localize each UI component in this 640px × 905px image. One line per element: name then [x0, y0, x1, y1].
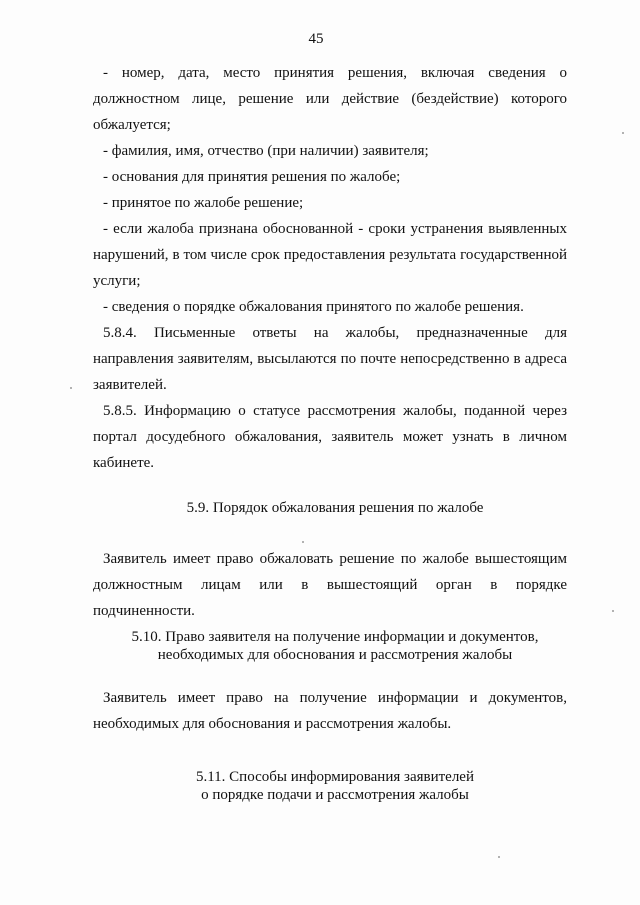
clause-5-8-5: 5.8.5. Информацию о статусе рассмотрения жалобы, поданной через портал досудебного обжалования, заявитель может узнать в личном кабинете. [93, 403, 567, 471]
section-5-11-heading-line2: о порядке подачи и рассмотрения жалобы [201, 787, 469, 803]
scan-speck [498, 856, 500, 858]
complaint-response-contents [93, 60, 567, 476]
section-5-10-heading [93, 628, 577, 664]
list-item-grounds: - основания для принятия решения по жалобе; [103, 169, 401, 185]
section-5-10-heading-line1: 5.10. Право заявителя на получение информации и документов, [131, 629, 539, 645]
section-5-10-text: Заявитель имеет право на получение информации и документов, необходимых для обоснования и рассмотрения жалобы. [93, 690, 567, 732]
section-5-10-heading-line2: необходимых для обоснования и рассмотрения жалобы [157, 647, 513, 663]
section-5-10-body [93, 685, 567, 737]
list-item-appeal-procedure: - сведения о порядке обжалования принятого по жалобе решения. [103, 299, 524, 315]
section-5-9-heading-text: 5.9. Порядок обжалования решения по жалобе [186, 500, 484, 516]
list-item-decision: - принятое по жалобе решение; [103, 195, 304, 211]
scan-speck [70, 387, 72, 389]
page-number: 45 [308, 31, 324, 47]
list-item-remedy-terms: - если жалоба признана обоснованной - сроки устранения выявленных нарушений, в том числе срок предоставления результата государственной услуги; [93, 221, 567, 289]
section-5-9-body [93, 546, 567, 624]
section-5-11-heading-line1: 5.11. Способы информирования заявителей [195, 769, 474, 785]
section-5-9-text: Заявитель имеет право обжаловать решение по жалобе вышестоящим должностным лицам или в вышестоящий орган в порядке подчиненности. [93, 551, 567, 619]
scan-speck [612, 610, 614, 612]
clause-5-8-4: 5.8.4. Письменные ответы на жалобы, предназначенные для направления заявителям, высылаются по почте непосредственно в адреса заявителей. [93, 325, 567, 393]
list-item-applicant-name: - фамилия, имя, отчество (при наличии) заявителя; [103, 143, 429, 159]
section-5-11-heading [93, 768, 577, 804]
list-item-decision-details: - номер, дата, место принятия решения, включая сведения о должностном лице, решение или действие (бездействие) которого обжалуется; [93, 65, 567, 133]
section-5-9-heading [93, 499, 577, 517]
scan-speck [302, 541, 304, 543]
scan-speck [622, 132, 624, 134]
